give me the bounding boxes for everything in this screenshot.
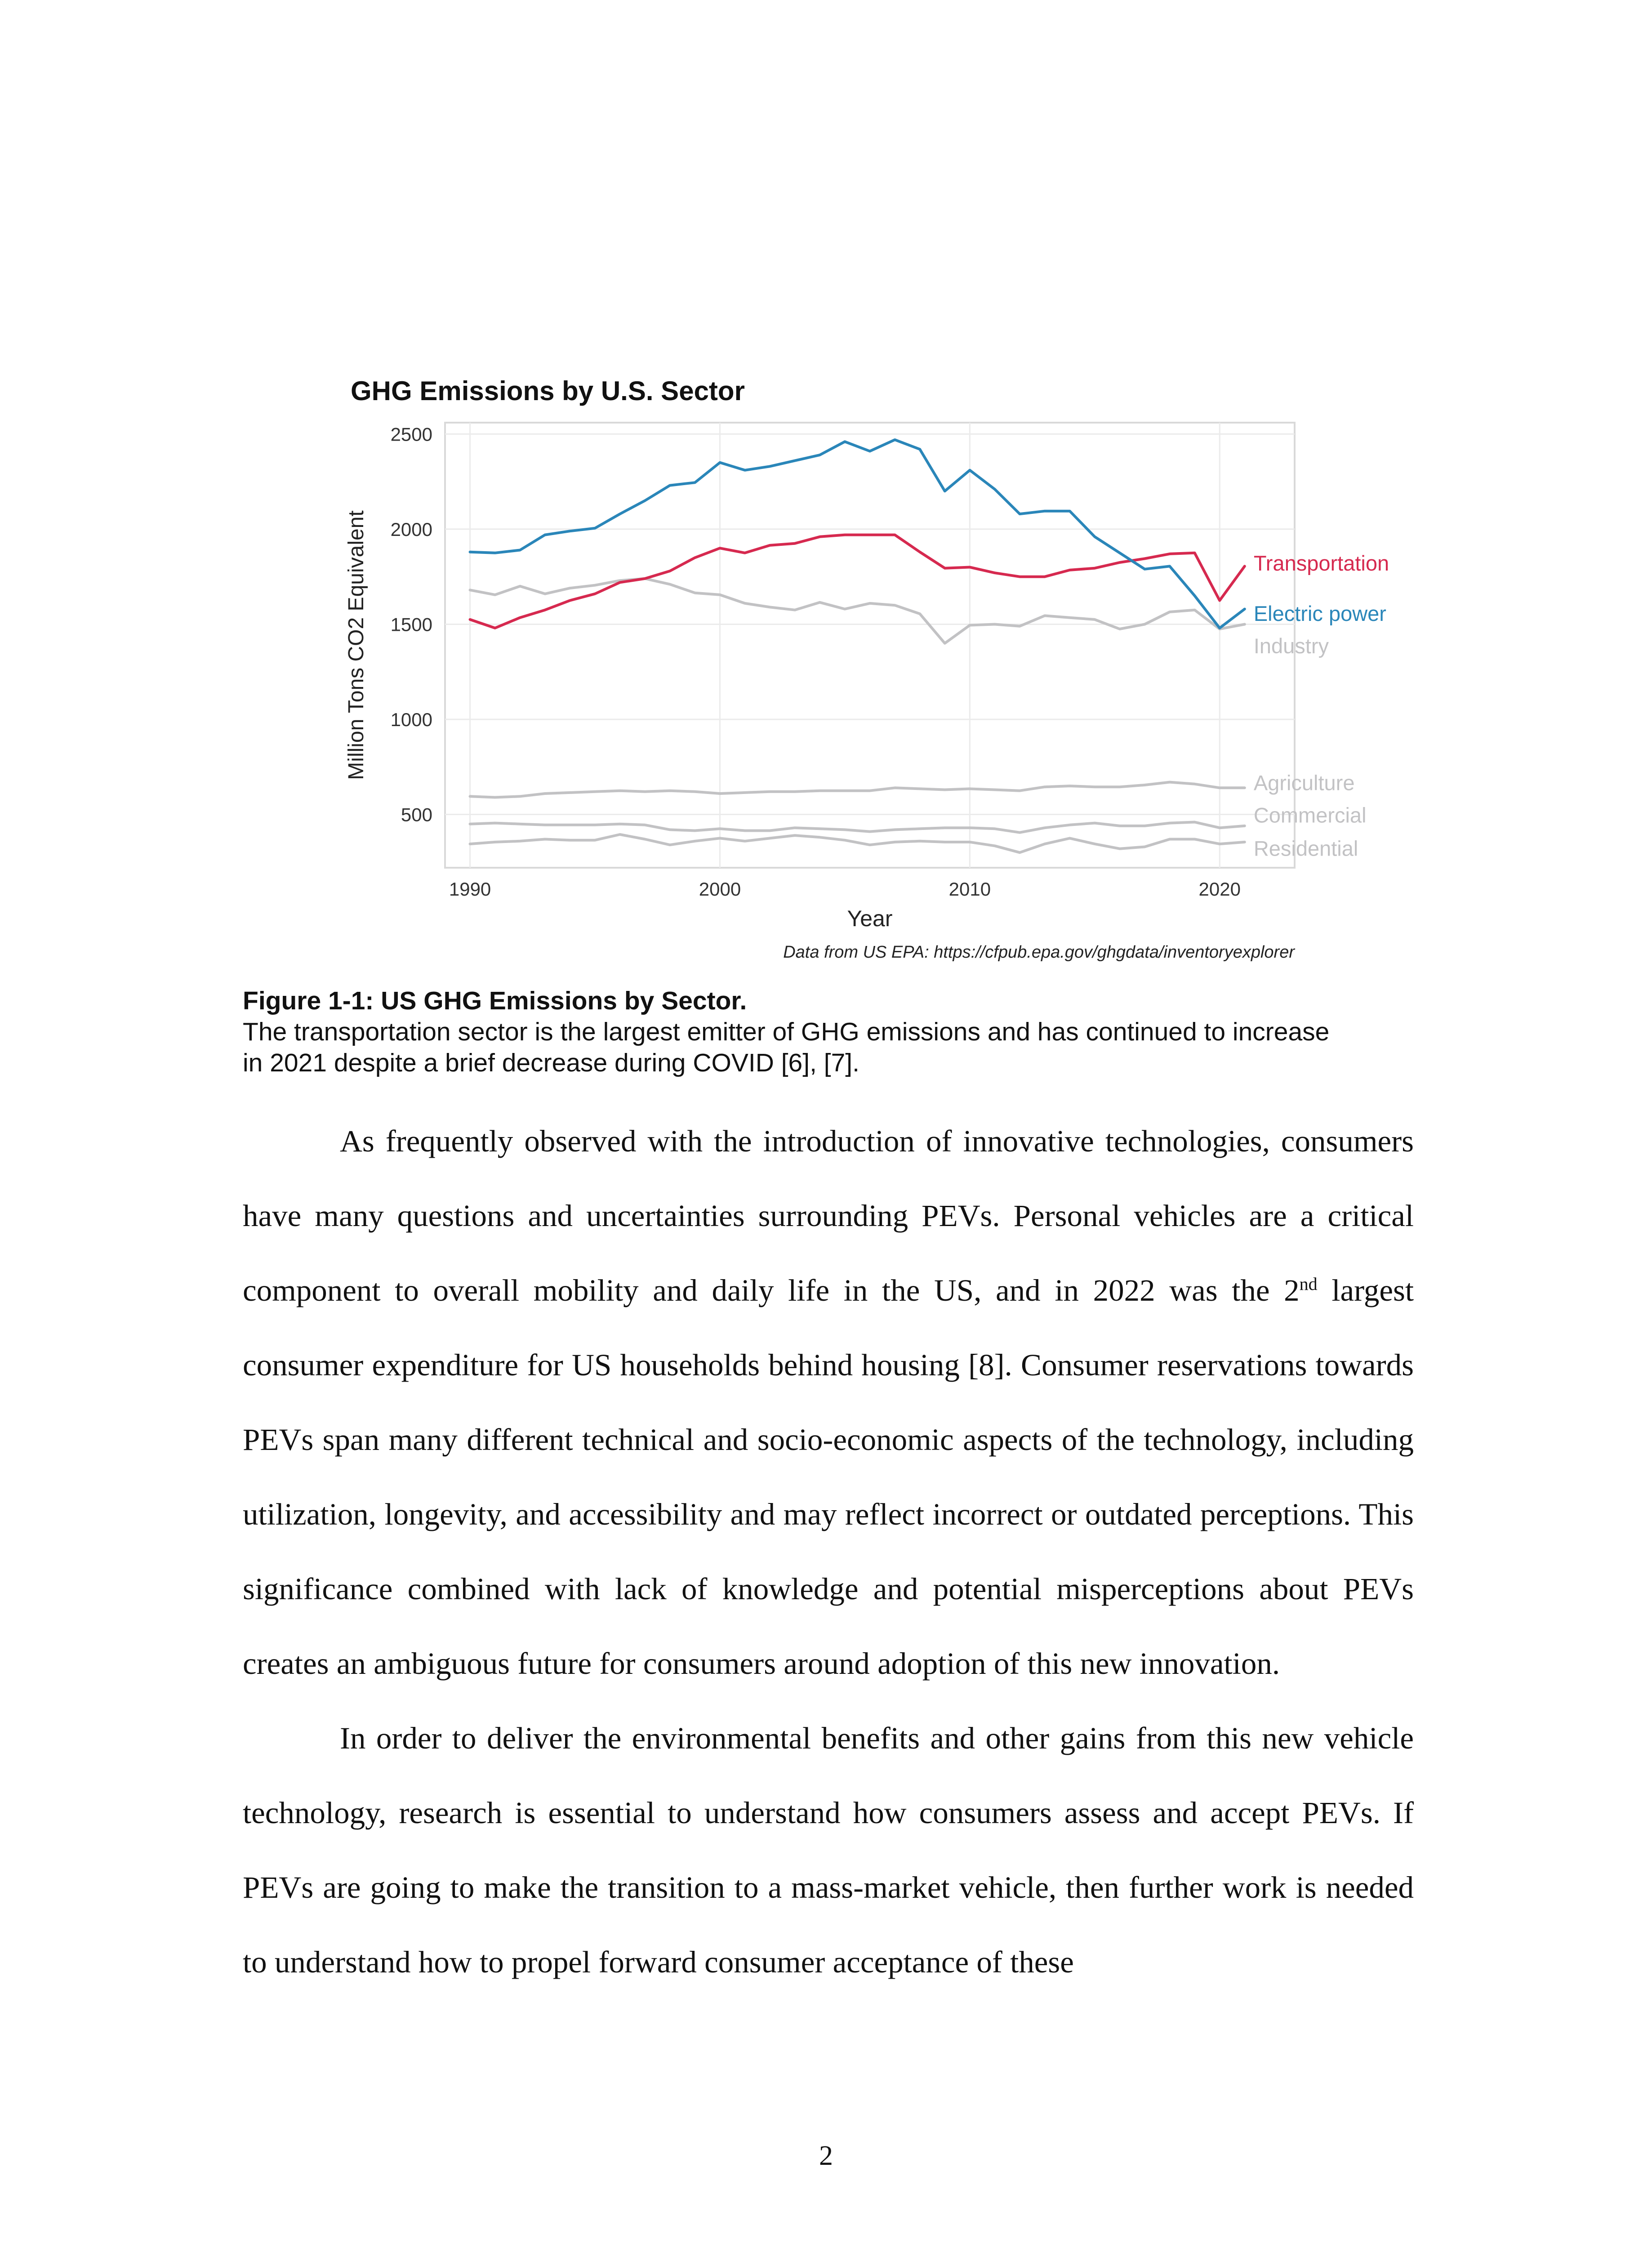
figure-caption bbox=[243, 986, 1412, 1079]
y-axis-label: Million Tons CO2 Equivalent bbox=[344, 510, 368, 780]
y-tick-label: 1500 bbox=[390, 614, 432, 635]
x-tick-label: 2010 bbox=[948, 879, 991, 900]
plot-panel-border bbox=[445, 423, 1295, 868]
paragraph-1-part-a: As frequently observed with the introduction of innovative technologies, consumers have many questions and uncertainties surrounding PEVs. Personal vehicles are a critical component to overall mobility and daily life in the US, and in 2022 was the 2 bbox=[243, 1124, 1414, 1307]
body-text bbox=[243, 1104, 1414, 1999]
source-note: Data from US EPA: https://cfpub.epa.gov/ghgdata/inventoryexplorer bbox=[783, 943, 1295, 962]
chart-title: GHG Emissions by U.S. Sector bbox=[351, 376, 745, 406]
superscript-nd: nd bbox=[1299, 1274, 1318, 1294]
paragraph-1-part-b: largest consumer expenditure for US households behind housing [8]. Consumer reservations towards PEVs span many different technical and socio-economic aspects of the technology, including utilization, longevity, and accessibility and may reflect incorrect or outdated perceptions. This significance combined with lack of knowledge and potential misperceptions about PEVs creates an ambiguous future for consumers around adoption of this new innovation. bbox=[243, 1273, 1414, 1681]
x-tick-label: 2020 bbox=[1198, 879, 1241, 900]
series-label-transportation: Transportation bbox=[1253, 551, 1389, 575]
x-axis-label: Year bbox=[847, 906, 893, 931]
series-label-agriculture: Agriculture bbox=[1253, 771, 1355, 795]
page-number: 2 bbox=[819, 2141, 833, 2171]
caption-line-2: in 2021 despite a brief decrease during COVID [6], [7]. bbox=[243, 1048, 859, 1077]
series-line-industry bbox=[470, 579, 1245, 643]
series-label-commercial: Commercial bbox=[1253, 803, 1367, 827]
y-tick-label: 1000 bbox=[390, 709, 432, 730]
caption-line-1: The transportation sector is the largest emitter of GHG emissions and has continued to increase bbox=[243, 1017, 1330, 1046]
series-line-commercial bbox=[470, 822, 1245, 833]
caption-title: Figure 1-1: US GHG Emissions by Sector. bbox=[243, 986, 747, 1015]
paragraph-1 bbox=[243, 1104, 1414, 1701]
figure-chart bbox=[333, 360, 1389, 998]
series-line-agriculture bbox=[470, 782, 1245, 798]
x-tick-label: 2000 bbox=[699, 879, 741, 900]
paragraph-2: In order to deliver the environmental benefits and other gains from this new vehicle technology, research is essential to understand how consumers assess and accept PEVs. If PEVs are going to make the transition to a mass-market vehicle, then further work is needed to understand how to propel forward consumer acceptance of these bbox=[243, 1721, 1414, 1979]
x-tick-label: 1990 bbox=[449, 879, 491, 900]
ghg-emissions-line-chart bbox=[333, 360, 1389, 998]
series-line-residential bbox=[470, 834, 1245, 852]
series-label-residential: Residential bbox=[1253, 836, 1358, 861]
series-label-industry: Industry bbox=[1253, 634, 1329, 658]
y-tick-label: 500 bbox=[401, 804, 432, 825]
y-tick-label: 2000 bbox=[390, 518, 432, 540]
series-label-electric-power: Electric power bbox=[1253, 602, 1386, 626]
y-tick-label: 2500 bbox=[390, 424, 432, 445]
series-line-transportation bbox=[470, 535, 1245, 628]
